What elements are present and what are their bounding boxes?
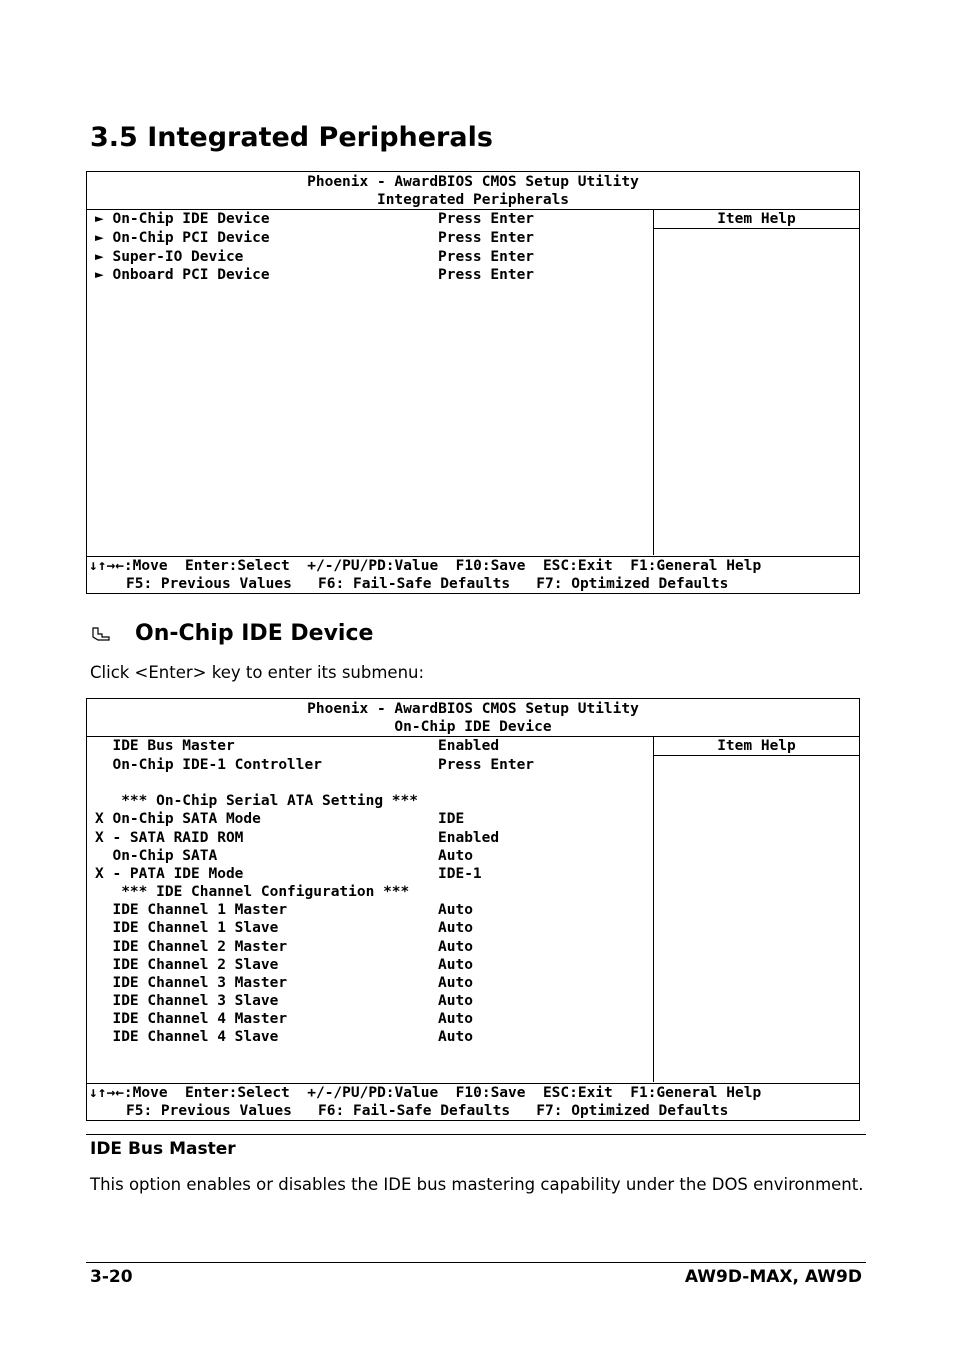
subsection-title: On-Chip IDE Device <box>135 621 374 646</box>
bios-item-value: Auto <box>438 848 473 864</box>
bios-item-value: Auto <box>438 975 473 991</box>
bios-item-label: IDE Channel 1 Master <box>95 902 288 918</box>
bios-footer-keys: ↓↑→←:Move Enter:Select +/-/PU/PD:Value F10:Save ESC:Exit F1:General Help <box>89 558 762 574</box>
bios-item-label: ► On-Chip IDE Device <box>95 211 270 227</box>
bios-item-value: Enabled <box>438 830 500 846</box>
bios-item-value: Auto <box>438 1011 473 1027</box>
bios-footer <box>87 1083 859 1121</box>
bios-item-label: *** IDE Channel Configuration *** <box>95 884 410 900</box>
bios-title-line2: Integrated Peripherals <box>376 192 570 208</box>
bios-item-value: Press Enter <box>438 211 535 227</box>
bios-item-label: IDE Channel 2 Master <box>95 939 288 955</box>
bios-item-value: Press Enter <box>438 267 535 283</box>
bios-item-label: IDE Channel 4 Slave <box>95 1029 279 1045</box>
bios-item-label: X - PATA IDE Mode <box>95 866 244 882</box>
bios-menu-panel <box>87 737 654 1082</box>
bios-item-value: Auto <box>438 920 473 936</box>
bios-item-label: IDE Channel 3 Slave <box>95 993 279 1009</box>
footer-rule <box>86 1262 866 1263</box>
bios-title-bar <box>87 699 859 737</box>
bios-title-bar <box>87 172 859 210</box>
bios-item-label: *** On-Chip Serial ATA Setting *** <box>95 793 419 809</box>
option-heading: IDE Bus Master <box>90 1139 236 1159</box>
bios-menu-panel <box>87 210 654 555</box>
page-number: 3-20 <box>90 1267 133 1287</box>
bios-footer-defaults: F5: Previous Values F6: Fail-Safe Defaults F7: Optimized Defaults <box>126 1103 729 1119</box>
bios-item-value: IDE-1 <box>438 866 482 882</box>
bios-item-label: IDE Bus Master <box>95 738 235 754</box>
bios-item-label: IDE Channel 1 Slave <box>95 920 279 936</box>
bios-item-label: On-Chip SATA <box>95 848 218 864</box>
bios-item-value: Press Enter <box>438 249 535 265</box>
bios-item-label: ► On-Chip PCI Device <box>95 230 270 246</box>
bios-title-line2: On-Chip IDE Device <box>394 719 552 735</box>
bios-title-line1: Phoenix - AwardBIOS CMOS Setup Utility <box>307 701 639 717</box>
section-title: 3.5 Integrated Peripherals <box>90 122 493 153</box>
bios-item-label: ► Super-IO Device <box>95 249 244 265</box>
bios-item-label: ► Onboard PCI Device <box>95 267 270 283</box>
bios-item-value: Auto <box>438 957 473 973</box>
bios-item-value: Auto <box>438 993 473 1009</box>
bios-item-value: IDE <box>438 811 465 827</box>
bios-item-label: X On-Chip SATA Mode <box>95 811 261 827</box>
bios-item-value: Enabled <box>438 738 500 754</box>
bios-item-value: Press Enter <box>438 230 535 246</box>
pointing-hand-icon <box>90 624 116 644</box>
item-help-header: Item Help <box>654 737 859 756</box>
bios-screen-on-chip-ide-device <box>86 698 860 1121</box>
model-name: AW9D-MAX, AW9D <box>684 1267 862 1287</box>
option-description: This option enables or disables the IDE bus mastering capability under the DOS environment. <box>90 1175 864 1194</box>
bios-item-value: Press Enter <box>438 757 535 773</box>
divider-rule <box>86 1134 866 1135</box>
bios-screen-integrated-peripherals <box>86 171 860 594</box>
subsection-intro: Click <Enter> key to enter its submenu: <box>90 663 425 682</box>
item-help-header: Item Help <box>654 210 859 229</box>
bios-item-label: IDE Channel 4 Master <box>95 1011 288 1027</box>
bios-item-value: Auto <box>438 1029 473 1045</box>
bios-footer <box>87 556 859 594</box>
bios-item-label: X - SATA RAID ROM <box>95 830 244 846</box>
bios-item-value: Auto <box>438 939 473 955</box>
bios-item-label: IDE Channel 2 Slave <box>95 957 279 973</box>
bios-item-value: Auto <box>438 902 473 918</box>
bios-footer-defaults: F5: Previous Values F6: Fail-Safe Defaults F7: Optimized Defaults <box>126 576 729 592</box>
bios-title-line1: Phoenix - AwardBIOS CMOS Setup Utility <box>307 174 639 190</box>
bios-footer-keys: ↓↑→←:Move Enter:Select +/-/PU/PD:Value F10:Save ESC:Exit F1:General Help <box>89 1085 762 1101</box>
bios-item-label: IDE Channel 3 Master <box>95 975 288 991</box>
bios-help-panel <box>654 210 859 555</box>
bios-item-label: On-Chip IDE-1 Controller <box>95 757 322 773</box>
bios-help-panel <box>654 737 859 1082</box>
